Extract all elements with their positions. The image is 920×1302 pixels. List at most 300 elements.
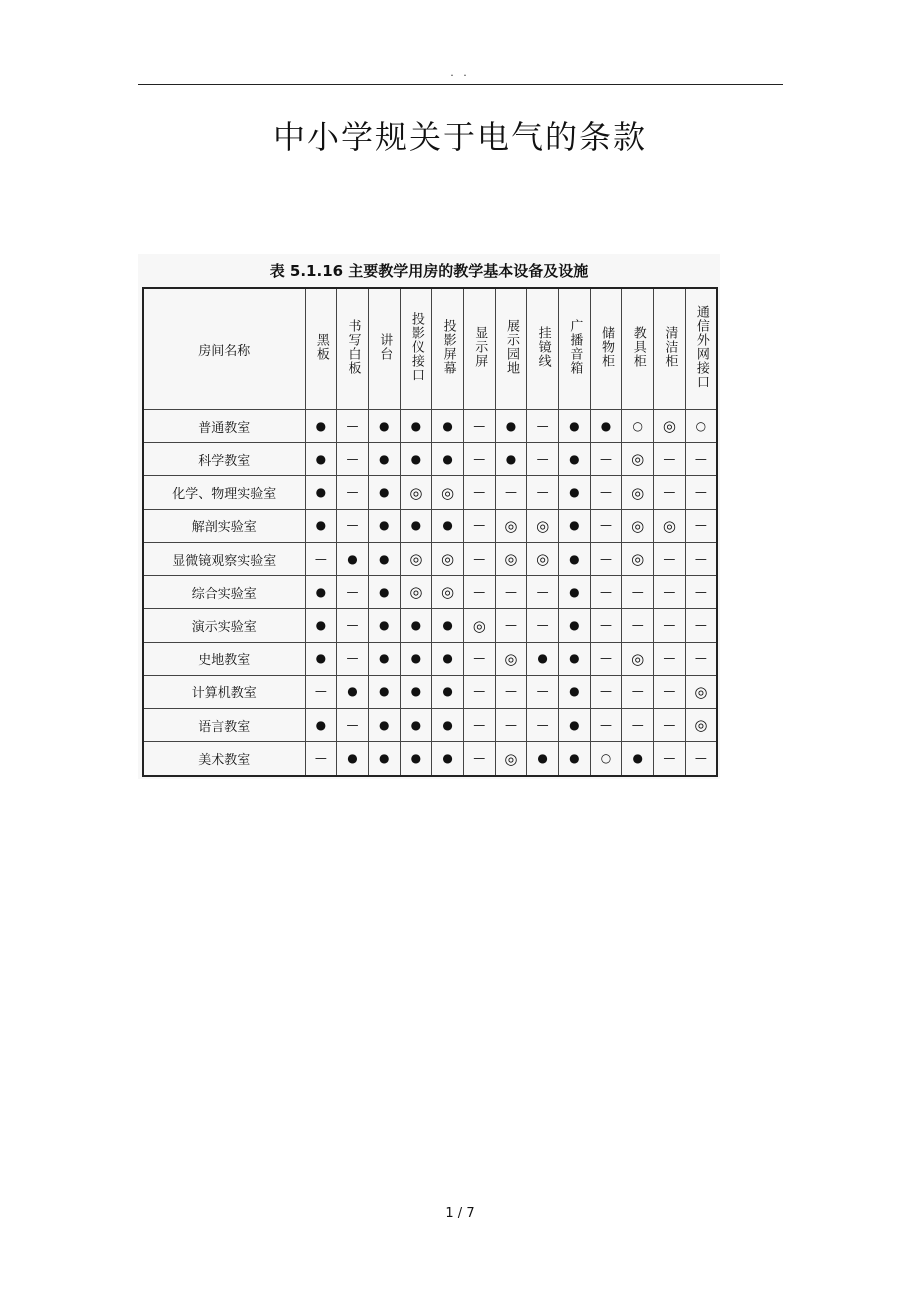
table-cell (400, 542, 432, 575)
table-cell (495, 609, 527, 642)
cell-symbol: ● (410, 684, 422, 699)
cell-symbol: — (536, 584, 549, 599)
table-cell (463, 642, 495, 675)
table-cell (463, 410, 495, 443)
table-cell (400, 576, 432, 609)
cell-symbol: ● (569, 651, 580, 666)
cell-symbol: ● (378, 717, 390, 732)
room-name-cell: 美术教室 (143, 742, 305, 776)
room-name-cell: 史地教室 (143, 642, 305, 675)
table-cell (400, 709, 432, 742)
column-header (685, 288, 717, 410)
cell-symbol: — (694, 551, 707, 566)
table-cell (432, 410, 464, 443)
table-cell (463, 675, 495, 708)
cell-symbol: ● (410, 651, 422, 666)
table-cell (432, 609, 464, 642)
table-cell (527, 542, 559, 575)
room-name-cell: 显微镜观察实验室 (143, 542, 305, 575)
cell-symbol: ● (315, 584, 327, 599)
room-name-cell: 语言教室 (143, 709, 305, 742)
cell-symbol: ● (442, 651, 453, 666)
cell-symbol: ◎ (409, 550, 423, 569)
cell-symbol: ◎ (694, 682, 708, 701)
table-cell (622, 542, 654, 575)
table-cell (368, 709, 400, 742)
table-cell (432, 542, 464, 575)
cell-symbol: ● (315, 418, 327, 433)
table-cell (527, 443, 559, 476)
table-cell (368, 509, 400, 542)
cell-symbol: — (346, 584, 359, 599)
cell-symbol: ● (378, 584, 390, 599)
column-header (527, 288, 559, 410)
cell-symbol: ● (378, 418, 390, 433)
table-cell (463, 542, 495, 575)
table-cell (337, 476, 369, 509)
table-cell (559, 542, 591, 575)
table-cell (368, 675, 400, 708)
table-cell (495, 642, 527, 675)
table-cell (495, 443, 527, 476)
scanned-table-figure (138, 254, 720, 779)
cell-symbol: — (536, 485, 549, 500)
cell-symbol: ● (569, 751, 580, 766)
table-cell (559, 443, 591, 476)
table-body (143, 410, 717, 777)
cell-symbol: ● (505, 418, 517, 433)
table-cell (590, 675, 622, 708)
table-cell (463, 443, 495, 476)
cell-symbol: — (663, 451, 676, 466)
table-cell (590, 709, 622, 742)
cell-symbol: ● (378, 551, 390, 566)
cell-symbol: — (346, 518, 359, 533)
table-cell (495, 509, 527, 542)
table-cell (685, 742, 717, 776)
table-row (143, 576, 717, 609)
table-cell (654, 709, 686, 742)
cell-symbol: — (473, 751, 486, 766)
cell-symbol: — (504, 485, 517, 500)
table-cell (685, 410, 717, 443)
table-cell (622, 443, 654, 476)
table-cell (463, 576, 495, 609)
cell-symbol: — (694, 518, 707, 533)
cell-symbol: ◎ (504, 516, 518, 535)
table-cell (432, 709, 464, 742)
table-cell (400, 509, 432, 542)
table-cell (622, 709, 654, 742)
column-header (590, 288, 622, 410)
table-cell (654, 410, 686, 443)
cell-symbol: — (536, 717, 549, 732)
cell-symbol: — (600, 618, 613, 633)
cell-symbol: ◎ (441, 550, 455, 569)
cell-symbol: — (694, 485, 707, 500)
cell-symbol: ◎ (662, 516, 676, 535)
table-cell (590, 742, 622, 776)
cell-symbol: — (600, 551, 613, 566)
table-cell (305, 576, 337, 609)
cell-symbol: ● (600, 418, 612, 433)
table-cell (685, 709, 717, 742)
cell-symbol: — (694, 751, 707, 766)
cell-symbol: — (314, 551, 327, 566)
table-cell (527, 642, 559, 675)
cell-symbol: ● (442, 717, 453, 732)
table-cell (622, 642, 654, 675)
table-cell (368, 443, 400, 476)
cell-symbol: ● (442, 518, 453, 533)
cell-symbol: ● (315, 717, 327, 732)
table-cell (527, 509, 559, 542)
table-cell (400, 609, 432, 642)
cell-symbol: — (504, 717, 517, 732)
table-cell (495, 410, 527, 443)
cell-symbol: ◎ (694, 716, 708, 735)
cell-symbol: — (694, 451, 707, 466)
cell-symbol: ● (315, 651, 327, 666)
table-cell (337, 443, 369, 476)
table-cell (685, 542, 717, 575)
cell-symbol: — (473, 485, 486, 500)
table-cell (400, 410, 432, 443)
column-header-label: 黑板 (313, 333, 329, 361)
table-cell (337, 609, 369, 642)
table-cell (685, 443, 717, 476)
table-cell (337, 542, 369, 575)
table-row (143, 609, 717, 642)
cell-symbol: ● (378, 684, 390, 699)
table-cell (305, 542, 337, 575)
cell-symbol: — (504, 618, 517, 633)
cell-symbol: — (663, 584, 676, 599)
cell-symbol: ● (569, 717, 580, 732)
table-cell (495, 709, 527, 742)
cell-symbol: ● (569, 618, 580, 633)
cell-symbol: ● (315, 518, 327, 533)
table-cell (337, 642, 369, 675)
table-row (143, 410, 717, 443)
table-cell (432, 742, 464, 776)
table-cell (337, 410, 369, 443)
cell-symbol: ◎ (504, 749, 518, 768)
column-header-label: 教具柜 (630, 326, 646, 368)
cell-symbol: — (473, 551, 486, 566)
cell-symbol: ● (378, 618, 390, 633)
table-cell (527, 675, 559, 708)
cell-symbol: ● (442, 451, 453, 466)
cell-symbol: ● (378, 451, 390, 466)
table-cell (559, 742, 591, 776)
cell-symbol: ● (442, 618, 453, 633)
cell-symbol: — (694, 651, 707, 666)
column-header (463, 288, 495, 410)
table-cell (685, 509, 717, 542)
cell-symbol: ● (410, 751, 422, 766)
cell-symbol: — (600, 451, 613, 466)
cell-symbol: ● (569, 518, 580, 533)
cell-symbol: — (694, 584, 707, 599)
cell-symbol: — (346, 651, 359, 666)
cell-symbol: ◎ (409, 583, 423, 602)
cell-symbol: — (504, 584, 517, 599)
cell-symbol: ● (347, 551, 358, 566)
table-cell (527, 609, 559, 642)
table-row (143, 476, 717, 509)
cell-symbol: ● (347, 684, 358, 699)
table-cell (368, 742, 400, 776)
table-row (143, 509, 717, 542)
column-header-label: 投影屏幕 (440, 319, 456, 375)
table-cell (432, 675, 464, 708)
table-cell (559, 410, 591, 443)
table-cell (432, 509, 464, 542)
room-name-cell: 科学教室 (143, 443, 305, 476)
table-cell (654, 443, 686, 476)
table-cell (400, 443, 432, 476)
room-name-cell: 计算机教室 (143, 675, 305, 708)
table-cell (305, 709, 337, 742)
cell-symbol: ◎ (631, 649, 645, 668)
column-header (559, 288, 591, 410)
cell-symbol: ● (569, 485, 580, 500)
table-cell (685, 576, 717, 609)
table-cell (368, 476, 400, 509)
cell-symbol: — (536, 684, 549, 699)
cell-symbol: — (600, 518, 613, 533)
table-cell (337, 576, 369, 609)
column-header (495, 288, 527, 410)
cell-symbol: — (663, 551, 676, 566)
cell-symbol: ● (410, 451, 422, 466)
cell-symbol: — (473, 518, 486, 533)
table-cell (654, 509, 686, 542)
cell-symbol: ● (569, 551, 580, 566)
room-name-cell: 解剖实验室 (143, 509, 305, 542)
cell-symbol: — (536, 618, 549, 633)
table-cell (590, 576, 622, 609)
table-cell (559, 476, 591, 509)
cell-symbol: — (473, 418, 486, 433)
cell-symbol: ◎ (441, 583, 455, 602)
cell-symbol: ◎ (504, 649, 518, 668)
cell-symbol: — (663, 751, 676, 766)
cell-symbol: ◎ (631, 550, 645, 569)
cell-symbol: ● (410, 618, 422, 633)
cell-symbol: — (631, 684, 644, 699)
cell-symbol: — (631, 717, 644, 732)
column-header-label: 讲台 (377, 333, 393, 361)
column-header (622, 288, 654, 410)
cell-symbol: — (314, 751, 327, 766)
cell-symbol: ● (505, 451, 517, 466)
cell-symbol: ● (410, 518, 422, 533)
table-cell (685, 642, 717, 675)
cell-symbol: ● (442, 684, 453, 699)
table-cell (654, 609, 686, 642)
room-name-cell: 综合实验室 (143, 576, 305, 609)
cell-symbol: — (473, 584, 486, 599)
table-cell (527, 742, 559, 776)
column-header (337, 288, 369, 410)
cell-symbol: ● (347, 751, 358, 766)
table-cell (368, 609, 400, 642)
cell-symbol: ◎ (472, 616, 486, 635)
cell-symbol: ◎ (536, 516, 550, 535)
room-name-cell: 普通教室 (143, 410, 305, 443)
table-cell (368, 410, 400, 443)
cell-symbol: — (600, 684, 613, 699)
cell-symbol: — (346, 717, 359, 732)
cell-symbol: ● (442, 418, 453, 433)
cell-symbol: ● (378, 651, 390, 666)
cell-symbol: ◎ (631, 450, 645, 469)
column-header (305, 288, 337, 410)
cell-symbol: ● (378, 518, 390, 533)
column-header-label: 显示屏 (472, 326, 488, 368)
page-number: 1 / 7 (445, 1206, 475, 1221)
table-cell (368, 542, 400, 575)
table-caption: 表 5.1.16 主要教学用房的教学基本设备及设施 (269, 262, 589, 280)
cell-symbol: — (473, 651, 486, 666)
cell-symbol: — (346, 618, 359, 633)
header-rule (138, 84, 783, 85)
cell-symbol: — (473, 684, 486, 699)
cell-symbol: — (600, 717, 613, 732)
table-header-row (143, 288, 717, 410)
table-cell (622, 476, 654, 509)
table-cell (337, 509, 369, 542)
room-name-header: 房间名称 (143, 288, 305, 410)
table-cell (337, 709, 369, 742)
cell-symbol: ○ (600, 751, 612, 766)
table-cell (622, 509, 654, 542)
table-cell (463, 509, 495, 542)
cell-symbol: ● (410, 717, 422, 732)
cell-symbol: ● (569, 584, 580, 599)
cell-symbol: — (346, 485, 359, 500)
table-cell (432, 642, 464, 675)
table-cell (368, 576, 400, 609)
table-cell (305, 476, 337, 509)
table-cell (622, 410, 654, 443)
table-cell (368, 642, 400, 675)
table-cell (495, 476, 527, 509)
cell-symbol: — (473, 717, 486, 732)
table-cell (305, 509, 337, 542)
table-cell (495, 742, 527, 776)
table-cell (590, 609, 622, 642)
cell-symbol: ◎ (631, 483, 645, 502)
cell-symbol: — (536, 418, 549, 433)
room-name-cell: 演示实验室 (143, 609, 305, 642)
cell-symbol: ◎ (662, 417, 676, 436)
cell-symbol: ● (378, 485, 390, 500)
table-cell (559, 709, 591, 742)
table-cell (463, 709, 495, 742)
table-cell (305, 410, 337, 443)
column-header (400, 288, 432, 410)
table-cell (400, 642, 432, 675)
table-cell (400, 476, 432, 509)
cell-symbol: ● (569, 418, 580, 433)
cell-symbol: ◎ (631, 516, 645, 535)
table-row (143, 675, 717, 708)
table-cell (590, 542, 622, 575)
table-cell (527, 476, 559, 509)
column-header-label: 展示园地 (503, 319, 519, 375)
cell-symbol: ● (632, 751, 643, 766)
table-cell (495, 576, 527, 609)
table-cell (622, 609, 654, 642)
table-cell (305, 742, 337, 776)
cell-symbol: — (663, 684, 676, 699)
cell-symbol: — (663, 717, 676, 732)
table-cell (559, 642, 591, 675)
column-header (432, 288, 464, 410)
cell-symbol: ● (315, 451, 327, 466)
cell-symbol: — (600, 485, 613, 500)
room-name-cell: 化学、物理实验室 (143, 476, 305, 509)
cell-symbol: — (600, 651, 613, 666)
cell-symbol: — (346, 418, 359, 433)
table-cell (559, 576, 591, 609)
cell-symbol: — (314, 684, 327, 699)
table-row (143, 742, 717, 776)
cell-symbol: — (346, 451, 359, 466)
table-cell (305, 443, 337, 476)
cell-symbol: ● (537, 651, 548, 666)
table-cell (400, 742, 432, 776)
cell-symbol: ◎ (536, 550, 550, 569)
cell-symbol: — (504, 684, 517, 699)
column-header (654, 288, 686, 410)
cell-symbol: — (473, 451, 486, 466)
table-cell (559, 675, 591, 708)
table-cell (527, 709, 559, 742)
table-cell (654, 675, 686, 708)
table-cell (527, 576, 559, 609)
table-cell (432, 476, 464, 509)
cell-symbol: ● (315, 618, 327, 633)
table-cell (463, 742, 495, 776)
table-cell (590, 509, 622, 542)
cell-symbol: ● (378, 751, 390, 766)
table-cell (400, 675, 432, 708)
table-cell (654, 642, 686, 675)
cell-symbol: — (663, 485, 676, 500)
table-cell (559, 509, 591, 542)
cell-symbol: — (663, 618, 676, 633)
cell-symbol: — (631, 618, 644, 633)
table-cell (305, 642, 337, 675)
table-cell (654, 542, 686, 575)
cell-symbol: ● (569, 684, 580, 699)
cell-symbol: — (631, 584, 644, 599)
cell-symbol: — (663, 651, 676, 666)
table-cell (495, 675, 527, 708)
table-cell (590, 642, 622, 675)
table-cell (463, 609, 495, 642)
table-row (143, 542, 717, 575)
cell-symbol: ● (537, 751, 548, 766)
table-cell (654, 476, 686, 509)
table-cell (337, 675, 369, 708)
table-row (143, 709, 717, 742)
cell-symbol: ● (315, 485, 327, 500)
